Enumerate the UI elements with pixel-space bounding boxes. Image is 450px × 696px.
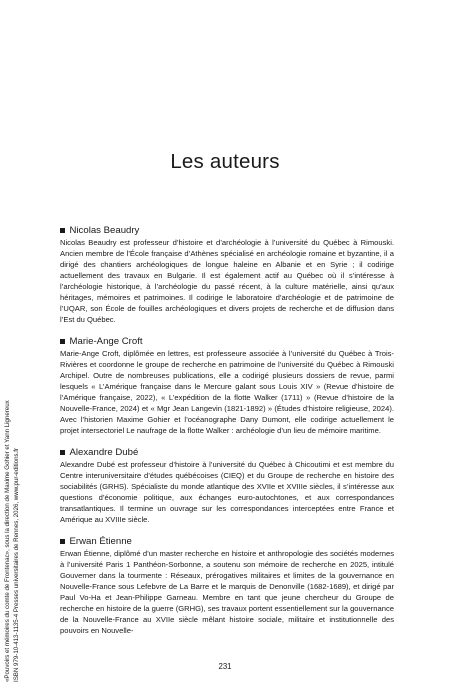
square-bullet-icon xyxy=(60,539,65,544)
author-bio: Alexandre Dubé est professeur d’histoire à l’université du Québec à Chicoutimi et est membre du Centre interuniversitaire d’études québécoises (CIEQ) et du Groupe de recherche en histoire des sociabilités (GRHS). Spécialiste du monde atlantique des XVIIe et XVIIIe siècles, il s’intéresse aux questions d’économie politique, aux échanges euro-autochtones, et aux correspondances transatlantiques. Il termine un ouvrage sur les correspondances interceptées entre France et Amérique au XVIIIe siècle. xyxy=(60,459,394,525)
author-heading xyxy=(60,536,394,547)
square-bullet-icon xyxy=(60,450,65,455)
author-entry xyxy=(60,447,394,525)
author-heading xyxy=(60,336,394,347)
authors-list xyxy=(60,225,394,647)
sidebar-line: «Pouvoirs et mémoires du comte de Frontenac», sous la direction de Maxime Gohier et Yann Lignereux xyxy=(4,400,11,682)
author-name: Erwan Étienne xyxy=(69,535,132,547)
copyright-sidebar xyxy=(4,42,44,682)
author-heading xyxy=(60,447,394,458)
page-title: Les auteurs xyxy=(170,150,280,173)
author-entry xyxy=(60,336,394,436)
author-entry xyxy=(60,225,394,325)
author-name: Alexandre Dubé xyxy=(69,446,139,458)
author-name: Marie-Ange Croft xyxy=(69,335,143,347)
square-bullet-icon xyxy=(60,339,65,344)
author-bio: Erwan Étienne, diplômé d’un master recherche en histoire et anthropologie des sociétés modernes à l’université Paris 1 Panthéon-Sorbonne, a soutenu son mémoire de recherche en 2025, intitulé Gouverner dans la tourmente : Réseaux, prérogatives militaires et limites de la gouvernance en Nouvelle-France sous Lefebvre de La Barre et le marquis de Denonville (1682-1689), et dirigé par Paul Vo-Ha et Jean-Philippe Garneau. Membre en tant que jeune chercheur du Groupe de recherche en histoire de la guerre (GRHG), ses travaux portent essentiellement sur la gouvernance de la Nouvelle-France au XVIIe siècle mêlant histoire sociale, militaire et institutionnelle des pouvoirs en Nouvelle- xyxy=(60,548,394,636)
author-heading xyxy=(60,225,394,236)
sidebar-line: ISBN 979-10-413-1135-4 Presses universitaires de Rennes, 2026, www.pur-editions.fr xyxy=(12,447,20,682)
author-bio: Nicolas Beaudry est professeur d’histoire et d’archéologie à l’université du Québec à Rimouski. Ancien membre de l’École française d’Athènes spécialisé en archéologie romaine et byzantine, il a dirigé des chantiers archéologiques de longue haleine en Albanie et en Syrie ; il codirige actuellement des travaux en Bulgarie. Il est également actif au Québec où il s’intéresse à l’archéologie historique, à l’archéologie du passé récent, à la culture matérielle, ainsi qu’aux héritages, mémoires et patrimoines. Il codirige le laboratoire d’archéologie et de patrimoine de l’UQAR, son École de fouilles archéologiques et divers projets de recherche et de diffusion dans l’Est du Québec. xyxy=(60,238,394,325)
author-name: Nicolas Beaudry xyxy=(69,225,140,236)
author-bio: Marie-Ange Croft, diplômée en lettres, est professeure associée à l’université du Québec à Trois-Rivières et coordonne le groupe de recherche en patrimoine de l’université du Québec à Rimouski Archipel. Outre de nombreuses publications, elle a codirigé plusieurs dossiers de revue, parmi lesquels « L’Amérique française dans le Mercure galant sous Louis XIV » (Revue d’histoire de l’Amérique française, 2022), « L’expédition de la flotte Walker (1711) » (Revue d’histoire de la Nouvelle-France, 2024) et « Mgr Jean Langevin (1821-1892) » (Études d’histoire religieuse, 2024). Avec l’historien Maxime Gohier et l’océanographe Dany Dumont, elle codirige actuellement le projet intersectoriel Le naufrage de la flotte Walker : archéologie d’un lieu de mémoire maritime. xyxy=(60,348,394,436)
square-bullet-icon xyxy=(60,228,65,233)
author-entry xyxy=(60,536,394,636)
page-number: 231 xyxy=(218,662,232,671)
